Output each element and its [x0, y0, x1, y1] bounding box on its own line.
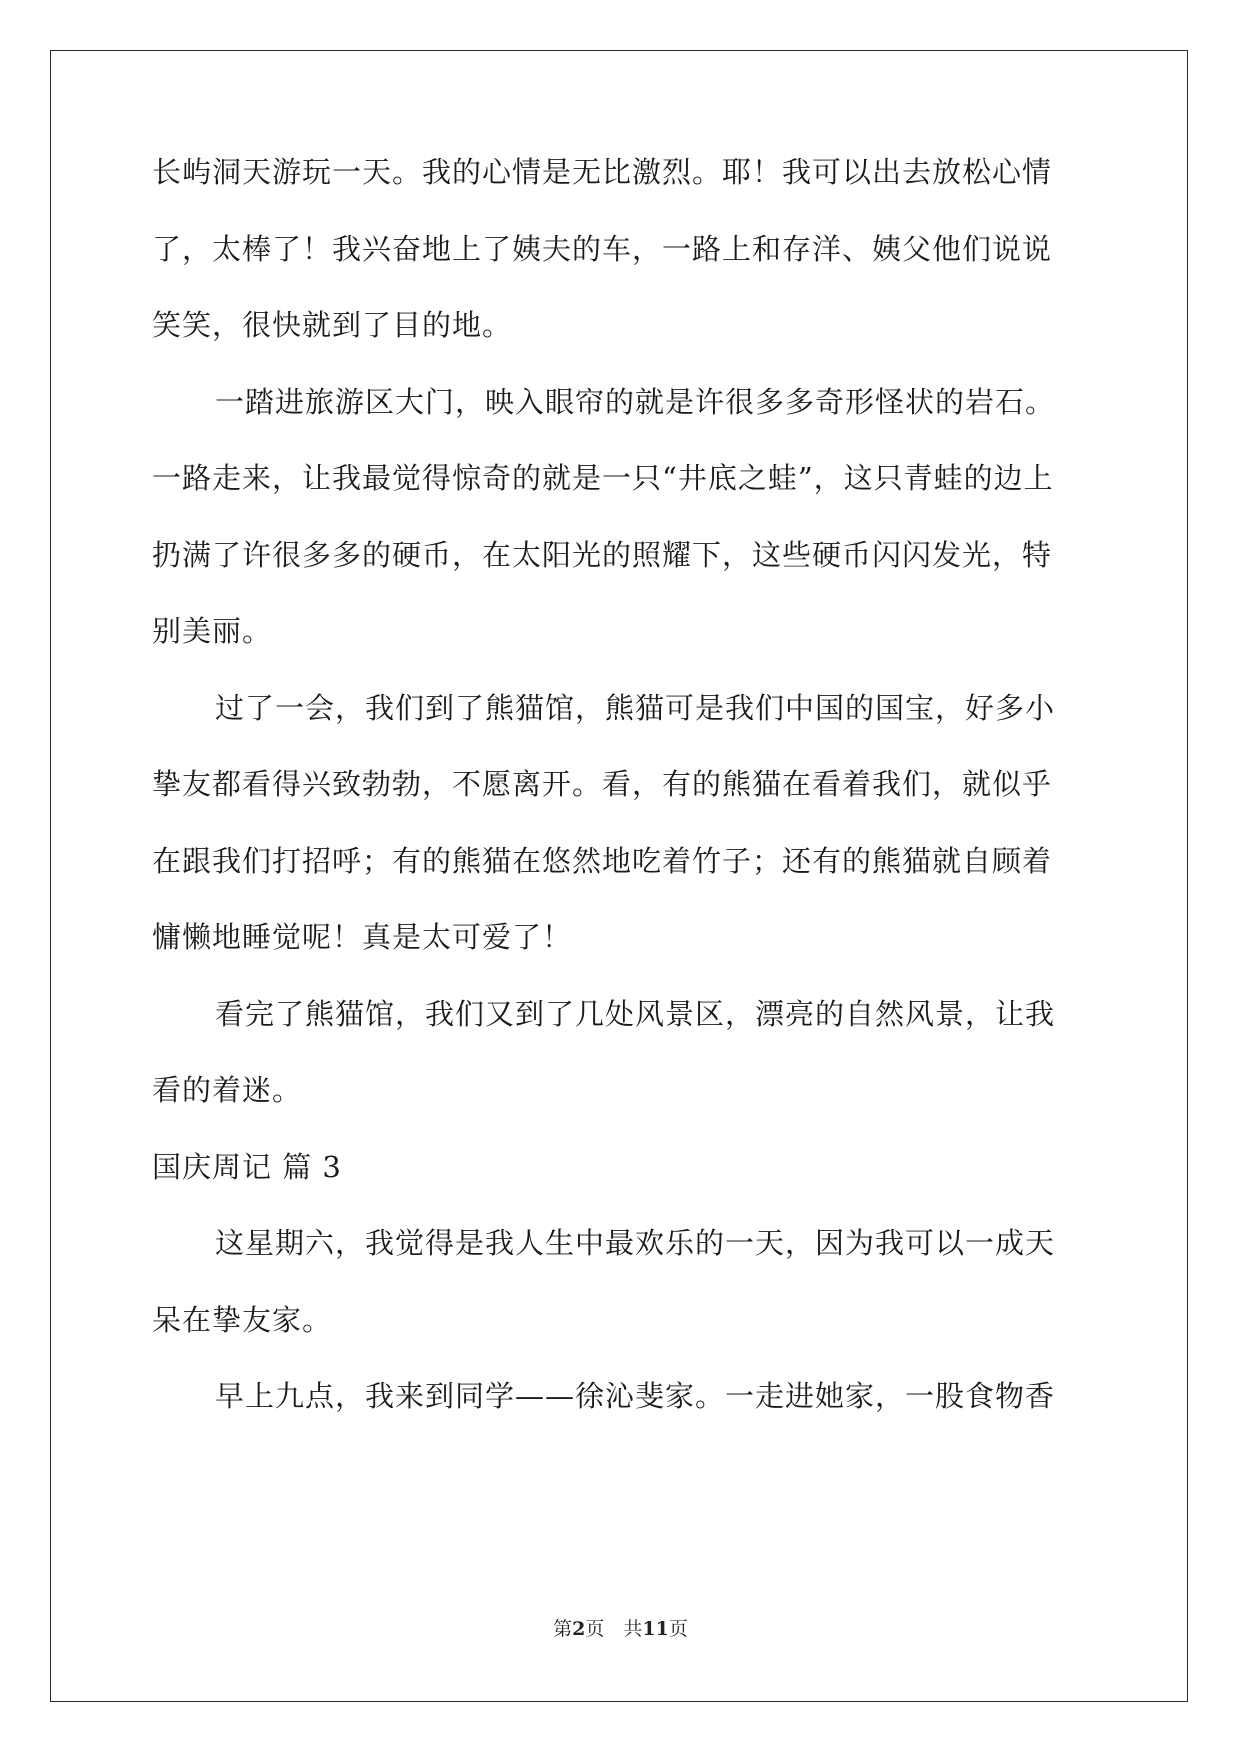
text-line: 了，太棒了！我兴奋地上了姨夫的车，一路上和存洋、姨父他们说说: [152, 231, 1053, 266]
footer-middle: 页 共: [585, 1618, 643, 1640]
text-line: 早上九点，我来到同学——徐沁斐家。一走进她家，一股食物香: [215, 1379, 1056, 1413]
section-heading: 国庆周记 篇 3: [152, 1149, 342, 1184]
text-line: 看的着迷。: [152, 1073, 303, 1107]
text-line: 一踏进旅游区大门，映入眼帘的就是许很多多奇形怪状的岩石。: [215, 384, 1056, 419]
page-footer: [0, 1616, 1241, 1642]
text-line: 过了一会，我们到了熊猫馆，熊猫可是我们中国的国宝，好多小: [215, 690, 1056, 725]
text-line: 笑笑，很快就到了目的地。: [152, 308, 513, 342]
text-line: 扔满了许很多多的硬币，在太阳光的照耀下，这些硬币闪闪发光，特: [152, 537, 1053, 572]
text-line: 挚友都看得兴致勃勃，不愿离开。看，有的熊猫在看着我们，就似乎: [152, 767, 1053, 801]
text-line: 在跟我们打招呼；有的熊猫在悠然地吃着竹子；还有的熊猫就自顾着: [152, 843, 1053, 878]
current-page-number: 2: [572, 1618, 586, 1640]
footer-prefix: 第: [553, 1618, 573, 1640]
text-line: 这星期六，我觉得是我人生中最欢乐的一天，因为我可以一成天: [215, 1226, 1056, 1260]
text-line: 呆在挚友家。: [152, 1302, 333, 1337]
text-line: 长屿洞天游玩一天。我的心情是无比激烈。耶！我可以出去放松心情: [152, 155, 1053, 189]
footer-suffix: 页: [668, 1618, 688, 1640]
text-line: 别美丽。: [152, 614, 273, 648]
text-line: 一路走来，让我最觉得惊奇的就是一只“井底之蛙”，这只青蛙的边上: [152, 461, 1054, 495]
text-line: 慵懒地睡觉呢！真是太可爱了！: [152, 920, 573, 954]
total-page-number: 11: [642, 1618, 669, 1640]
text-line: 看完了熊猫馆，我们又到了几处风景区，漂亮的自然风景，让我: [215, 996, 1056, 1031]
